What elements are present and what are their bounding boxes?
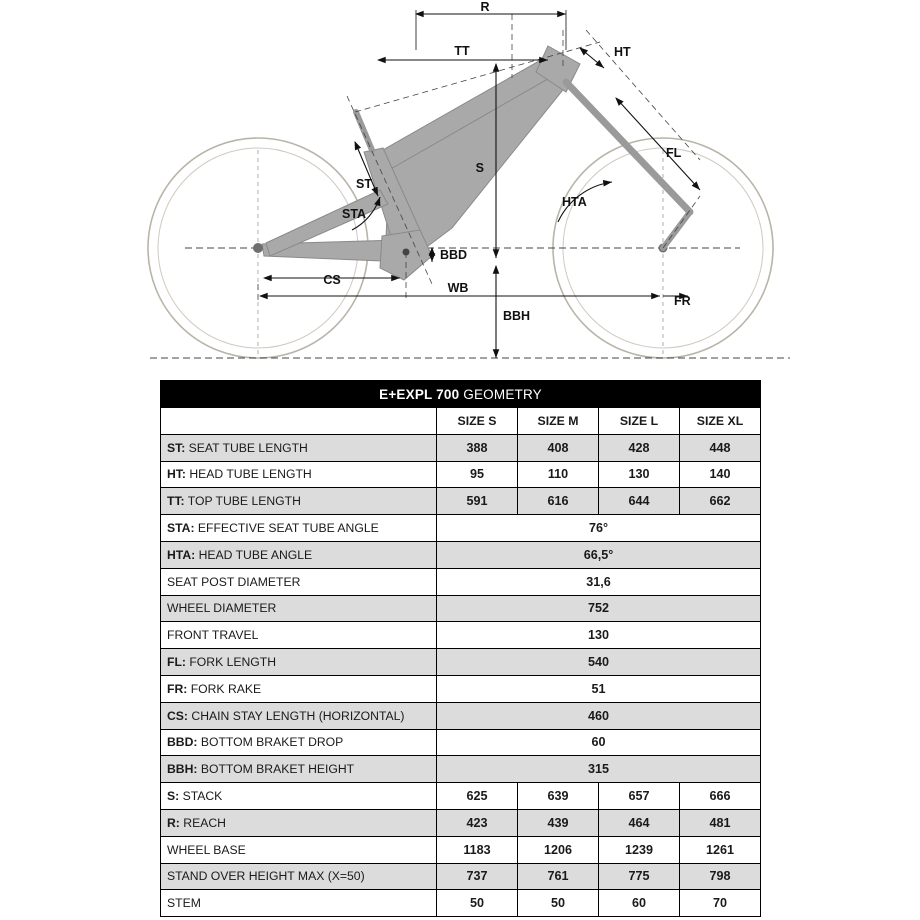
row-value: 60 — [599, 890, 680, 917]
row-value: 439 — [518, 809, 599, 836]
row-label-text: FRONT TRAVEL — [167, 628, 259, 643]
table-title — [161, 381, 761, 408]
row-label — [161, 595, 437, 622]
row-label-text: SEAT TUBE LENGTH — [185, 440, 308, 455]
row-value: 775 — [599, 863, 680, 890]
row-merged-value: 540 — [437, 649, 761, 676]
row-value: 130 — [599, 461, 680, 488]
row-value: 408 — [518, 434, 599, 461]
row-label-abbr: FL: — [167, 655, 186, 670]
bike-geometry-diagram — [0, 0, 920, 375]
row-label — [161, 568, 437, 595]
table-title-row — [161, 381, 761, 408]
table-row — [161, 515, 761, 542]
row-value: 1183 — [437, 836, 518, 863]
row-label-abbr: S: — [167, 789, 180, 804]
row-label-text: BOTTOM BRAKET DROP — [197, 735, 344, 750]
row-value: 625 — [437, 783, 518, 810]
row-label-abbr: R: — [167, 815, 180, 830]
table-row — [161, 649, 761, 676]
row-value: 1239 — [599, 836, 680, 863]
row-value: 388 — [437, 434, 518, 461]
dim-label-HT: HT — [614, 45, 631, 59]
row-label-abbr: BBD: — [167, 735, 198, 750]
dim-label-HTA: HTA — [562, 195, 587, 209]
table-row — [161, 675, 761, 702]
row-label-abbr: BBH: — [167, 762, 198, 777]
row-value: 50 — [437, 890, 518, 917]
table-row — [161, 702, 761, 729]
row-label — [161, 702, 437, 729]
table-header-size-xl: SIZE XL — [680, 408, 761, 435]
geometry-table-container — [160, 380, 760, 917]
row-label — [161, 863, 437, 890]
row-label-text: SEAT POST DIAMETER — [167, 574, 301, 589]
table-row — [161, 488, 761, 515]
dim-label-WB: WB — [447, 281, 469, 295]
dim-label-S: S — [475, 161, 484, 175]
table-row — [161, 568, 761, 595]
row-label-abbr: STA: — [167, 521, 195, 536]
row-merged-value: 76° — [437, 515, 761, 542]
row-label — [161, 756, 437, 783]
dim-label-ST: ST — [356, 177, 372, 191]
row-label — [161, 836, 437, 863]
row-value: 448 — [680, 434, 761, 461]
row-label — [161, 783, 437, 810]
row-value: 616 — [518, 488, 599, 515]
row-label-abbr: HTA: — [167, 547, 196, 562]
table-title-normal: GEOMETRY — [463, 386, 542, 402]
dim-label-BBD: BBD — [440, 248, 468, 262]
dim-label-FR: FR — [674, 294, 691, 308]
row-label-abbr: HT: — [167, 467, 186, 482]
row-label-text: WHEEL DIAMETER — [167, 601, 277, 616]
table-row — [161, 863, 761, 890]
row-merged-value: 130 — [437, 622, 761, 649]
row-label — [161, 622, 437, 649]
row-label — [161, 729, 437, 756]
table-row — [161, 434, 761, 461]
row-label-abbr: CS: — [167, 708, 188, 723]
row-label-abbr: FR: — [167, 681, 188, 696]
table-title-bold: E+EXPL 700 — [379, 386, 464, 402]
table-header-row — [161, 408, 761, 435]
row-value: 737 — [437, 863, 518, 890]
row-merged-value: 752 — [437, 595, 761, 622]
row-value: 140 — [680, 461, 761, 488]
table-row — [161, 622, 761, 649]
row-value: 1261 — [680, 836, 761, 863]
row-label-text: STAND OVER HEIGHT MAX (X=50) — [167, 869, 365, 884]
row-label-text: STACK — [179, 789, 223, 804]
row-merged-value: 460 — [437, 702, 761, 729]
row-label — [161, 434, 437, 461]
row-label-text: WHEEL BASE — [167, 842, 246, 857]
row-value: 110 — [518, 461, 599, 488]
row-value: 657 — [599, 783, 680, 810]
dim-label-FL: FL — [666, 146, 682, 160]
row-value: 1206 — [518, 836, 599, 863]
row-value: 464 — [599, 809, 680, 836]
dim-label-STA: STA — [342, 207, 367, 221]
row-value: 798 — [680, 863, 761, 890]
row-label-text: CHAIN STAY LENGTH (HORIZONTAL) — [188, 708, 405, 723]
table-header-blank — [161, 408, 437, 435]
table-row — [161, 836, 761, 863]
row-value: 644 — [599, 488, 680, 515]
row-label — [161, 461, 437, 488]
row-merged-value: 31,6 — [437, 568, 761, 595]
table-row — [161, 729, 761, 756]
row-value: 639 — [518, 783, 599, 810]
row-value: 95 — [437, 461, 518, 488]
row-value: 428 — [599, 434, 680, 461]
row-label-text: STEM — [167, 896, 201, 911]
dim-label-R: R — [480, 0, 490, 14]
row-label — [161, 675, 437, 702]
row-value: 761 — [518, 863, 599, 890]
row-label-text: TOP TUBE LENGTH — [184, 494, 301, 509]
table-row — [161, 461, 761, 488]
row-value: 666 — [680, 783, 761, 810]
row-value: 50 — [518, 890, 599, 917]
row-label-abbr: TT: — [167, 494, 185, 509]
row-label-text: REACH — [179, 815, 226, 830]
table-row — [161, 809, 761, 836]
table-row — [161, 756, 761, 783]
row-label — [161, 488, 437, 515]
table-row — [161, 595, 761, 622]
row-value: 423 — [437, 809, 518, 836]
row-merged-value: 315 — [437, 756, 761, 783]
row-label-abbr: ST: — [167, 440, 186, 455]
table-header-size-l: SIZE L — [599, 408, 680, 435]
table-row — [161, 890, 761, 917]
row-value: 70 — [680, 890, 761, 917]
table-row — [161, 783, 761, 810]
dim-label-BBH: BBH — [503, 309, 531, 323]
row-label-text: FORK LENGTH — [185, 655, 277, 670]
geometry-table — [160, 380, 761, 917]
row-label — [161, 541, 437, 568]
row-label — [161, 809, 437, 836]
table-header-size-m: SIZE M — [518, 408, 599, 435]
row-label — [161, 890, 437, 917]
row-label — [161, 515, 437, 542]
row-label — [161, 649, 437, 676]
row-merged-value: 51 — [437, 675, 761, 702]
row-label-text: BOTTOM BRAKET HEIGHT — [197, 762, 355, 777]
table-row — [161, 541, 761, 568]
row-value: 591 — [437, 488, 518, 515]
table-header-size-s: SIZE S — [437, 408, 518, 435]
row-label-text: FORK RAKE — [187, 681, 262, 696]
row-value: 481 — [680, 809, 761, 836]
dim-label-CS: CS — [323, 273, 341, 287]
dim-label-TT: TT — [454, 44, 470, 58]
row-merged-value: 60 — [437, 729, 761, 756]
row-label-text: HEAD TUBE LENGTH — [185, 467, 312, 482]
row-merged-value: 66,5° — [437, 541, 761, 568]
row-label-text: EFFECTIVE SEAT TUBE ANGLE — [194, 521, 379, 536]
row-label-text: HEAD TUBE ANGLE — [195, 547, 313, 562]
row-value: 662 — [680, 488, 761, 515]
